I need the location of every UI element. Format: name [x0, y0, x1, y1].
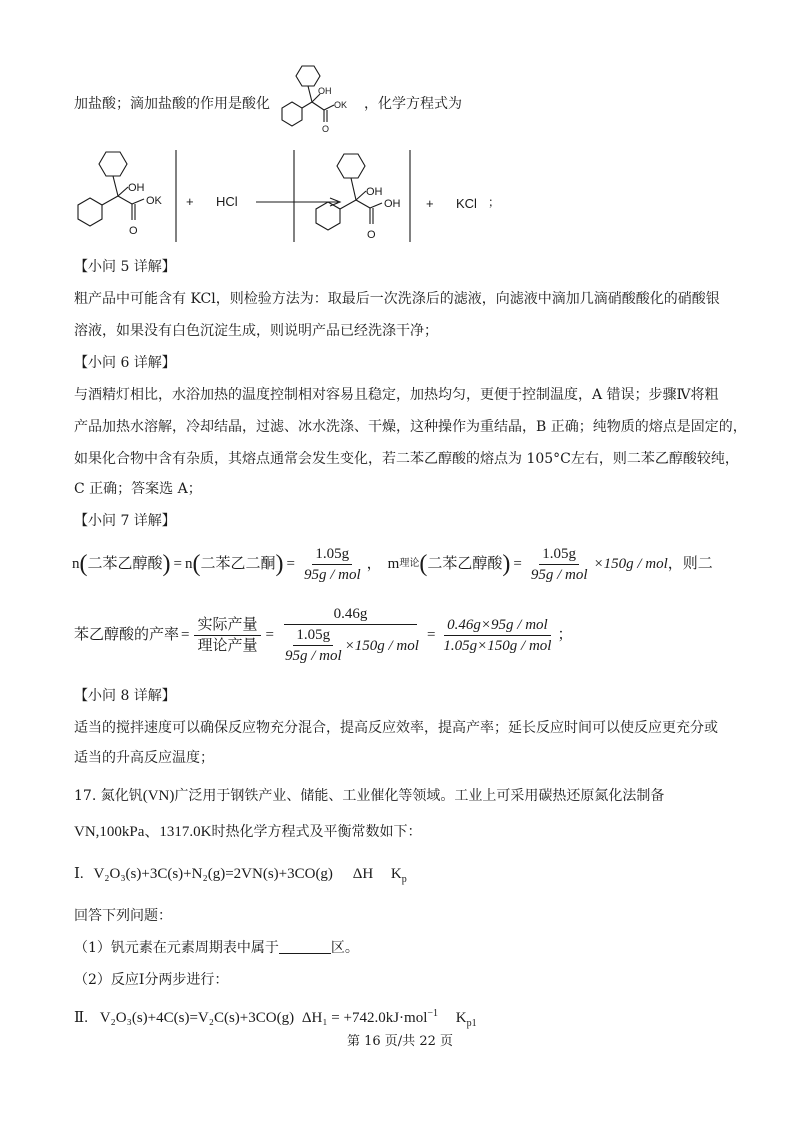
final-numerator: 0.46g×95g / mol: [444, 616, 551, 636]
intro-line-b: ，化学方程式为: [364, 96, 462, 112]
intro-line-a: 加盐酸；滴加盐酸的作用是酸化: [74, 96, 270, 112]
equals-sign: =: [286, 556, 295, 572]
q6-line-1: 与酒精灯相比，水浴加热的温度控制相对容易且稳定，加热均匀，更便于控制温度，A 错误；步骤Ⅳ将粗: [74, 387, 719, 403]
yield-label: 苯乙醇酸的产率: [74, 627, 180, 643]
question-2: （2）反应Ⅰ分两步进行：: [74, 972, 229, 988]
o-label: O: [322, 124, 330, 134]
potassium-benzilate-structure: [268, 60, 378, 138]
reactant-ok-label: OK: [146, 195, 162, 207]
oh-label: OH: [318, 86, 332, 96]
fraction-yield-values: [279, 605, 422, 665]
fraction-yield-definition: [194, 616, 260, 655]
product-o-label: O: [367, 229, 376, 241]
q6-line-3: 如果化合物中含有杂质，其熔点通常会发生变化，若二苯乙醇酸的熔点为 105°C左右，则二苯乙醇酸较纯，: [74, 451, 739, 467]
kcl-label: KCl: [456, 196, 477, 211]
q7-equation-2: [74, 604, 572, 666]
compound-benzilic-acid: 二苯乙醇酸: [87, 556, 163, 572]
q8-heading: 【小问 8 详解】: [74, 688, 176, 704]
vn-formula: (VN): [142, 788, 175, 804]
q7-heading: 【小问 7 详解】: [74, 513, 176, 529]
answer-blank: [279, 939, 331, 954]
equation-2-constant: K: [455, 1010, 467, 1026]
q8-line-2: 适当的升高反应温度；: [74, 750, 214, 766]
mole-symbol-1: n: [72, 556, 80, 572]
theoretical-mass-symbol: m: [387, 556, 400, 572]
product-oh-end-label: OH: [384, 198, 401, 210]
equation-2-label: Ⅱ.: [74, 1010, 88, 1026]
fraction-yield-final: [440, 616, 554, 655]
reactant-phenyl-ring-2: [78, 198, 102, 226]
q7-tail-text: ，则二: [667, 556, 713, 572]
question-1-end: 区。: [330, 940, 359, 956]
actual-yield-label: 实际产量: [194, 616, 260, 636]
equation-1-enthalpy: ΔH: [352, 866, 374, 882]
fraction-moles: [301, 545, 364, 584]
q6-line-2: 产品加热水溶解，冷却结晶，过滤、冰水洗涤、干燥，这种操作为重结晶，B 正确；纯物质的熔点是固定的，: [74, 419, 747, 435]
equals-sign: =: [513, 556, 522, 572]
reaction-end-mark: ；: [488, 195, 501, 209]
equation-1-constant: K: [390, 866, 402, 882]
nested-denominator: 95g / mol: [284, 648, 342, 664]
equals-sign: =: [265, 627, 274, 643]
equals-sign: =: [181, 627, 190, 643]
product-phenyl-ring-1: [337, 154, 365, 178]
product-oh-label: OH: [366, 186, 383, 198]
ok-label: OK: [334, 100, 348, 110]
q6-line-4: C 正确；答案选 A；: [74, 481, 202, 497]
equation-1-constant-subscript: p: [401, 874, 407, 885]
fraction-denominator: 95g / mol: [303, 566, 361, 583]
q5-line-1: 粗产品中可能含有 KCl，则检验方法为：取最后一次洗涤后的滤液，向滤液中滴加几滴硝酸酸化的硝酸银: [74, 291, 720, 307]
question-1-text: （1）钒元素在元素周期表中属于: [74, 940, 279, 956]
semicolon: ；: [557, 627, 573, 643]
nested-numerator: 1.05g: [293, 626, 333, 646]
equation-2-unit-exponent: −1: [427, 1008, 439, 1019]
question-1: [74, 938, 359, 958]
equation-1-body: V₂O₃(s)+3C(s)+N₂(g)=2VN(s)+3CO(g): [93, 866, 333, 882]
p17-line-1: [74, 786, 664, 806]
equation-2-body: V₂O₃(s)+4C(s)=V₂C(s)+3CO(g): [99, 1010, 295, 1026]
q8-line-1: 适当的搅拌速度可以确保反应物充分混合，提高反应效率，提高产率；延长反应时间可以使反应更充分或: [74, 720, 718, 736]
reactant-o-label: O: [129, 225, 138, 237]
compound-benzil: 二苯乙二酮: [200, 556, 276, 572]
equals-sign: =: [173, 556, 182, 572]
fraction-numerator: 1.05g: [539, 545, 579, 565]
nested-times-molar-mass: ×150g / mol: [344, 637, 419, 654]
p17-description: 广泛用于钢铁产业、储能、工业催化等领域。工业上可采用碳热还原氮化法制备: [174, 788, 665, 804]
theoretical-subscript: 理论: [399, 558, 420, 569]
mole-symbol-2: n: [184, 556, 193, 572]
hcl-label: HCl: [216, 194, 238, 209]
final-denominator: 1.05g×150g / mol: [443, 637, 552, 654]
conditions-text: 时热化学方程式及平衡常数如下：: [211, 824, 422, 840]
reaction-scheme: [66, 146, 706, 250]
nested-fraction: [282, 626, 345, 665]
theoretical-yield-label: 理论产量: [197, 637, 258, 654]
answer-prompt: 回答下列问题：: [74, 908, 172, 924]
plus-sign-1: +: [186, 194, 194, 209]
fraction-denominator: 95g / mol: [530, 566, 588, 583]
equals-sign: =: [426, 627, 436, 643]
times-molar-mass: ×150g / mol: [593, 556, 668, 572]
q5-heading: 【小问 5 详解】: [74, 259, 176, 275]
p17-line-2: [74, 822, 422, 842]
page-footer: 第 16 页/共 22 页: [347, 1034, 453, 1049]
q6-heading: 【小问 6 详解】: [74, 355, 176, 371]
q7-equation-1: n ( 二苯乙醇酸 ) = n ( 二苯乙二酮 ) = $\frac{1.05g}{\text{95g / mol}}$ ， m 理论 ( 二苯乙醇酸 ) = $\frac{1.05g}{\text{95g / mol}}$ ×150g / mol ，则二: [72, 545, 713, 583]
p17-number-and-subject: 17. 氮化钒: [74, 788, 143, 804]
compound-benzilic-acid-2: 二苯乙醇酸: [427, 556, 503, 572]
reactant-oh-label: OH: [128, 182, 145, 194]
actual-mass-value: 0.46g: [284, 605, 418, 625]
equation-2-enthalpy: ΔH₁ = +742.0kJ·mol: [301, 1010, 428, 1026]
p17-equation-1: [74, 864, 407, 890]
equation-1-label: Ⅰ.: [74, 866, 84, 882]
equation-2-constant-subscript: p1: [466, 1018, 477, 1029]
q5-line-2: 溶液，如果没有白色沉淀生成，则说明产品已经洗涤干净；: [74, 323, 438, 339]
fraction-mass: [528, 545, 591, 584]
plus-sign-2: +: [426, 196, 434, 211]
fraction-numerator: 1.05g: [312, 545, 352, 565]
product-phenyl-ring-2: [316, 202, 340, 230]
conditions-formula: VN,100kPa、1317.0K: [74, 824, 212, 840]
comma: ，: [366, 556, 382, 572]
reactant-phenyl-ring-1: [99, 152, 127, 176]
